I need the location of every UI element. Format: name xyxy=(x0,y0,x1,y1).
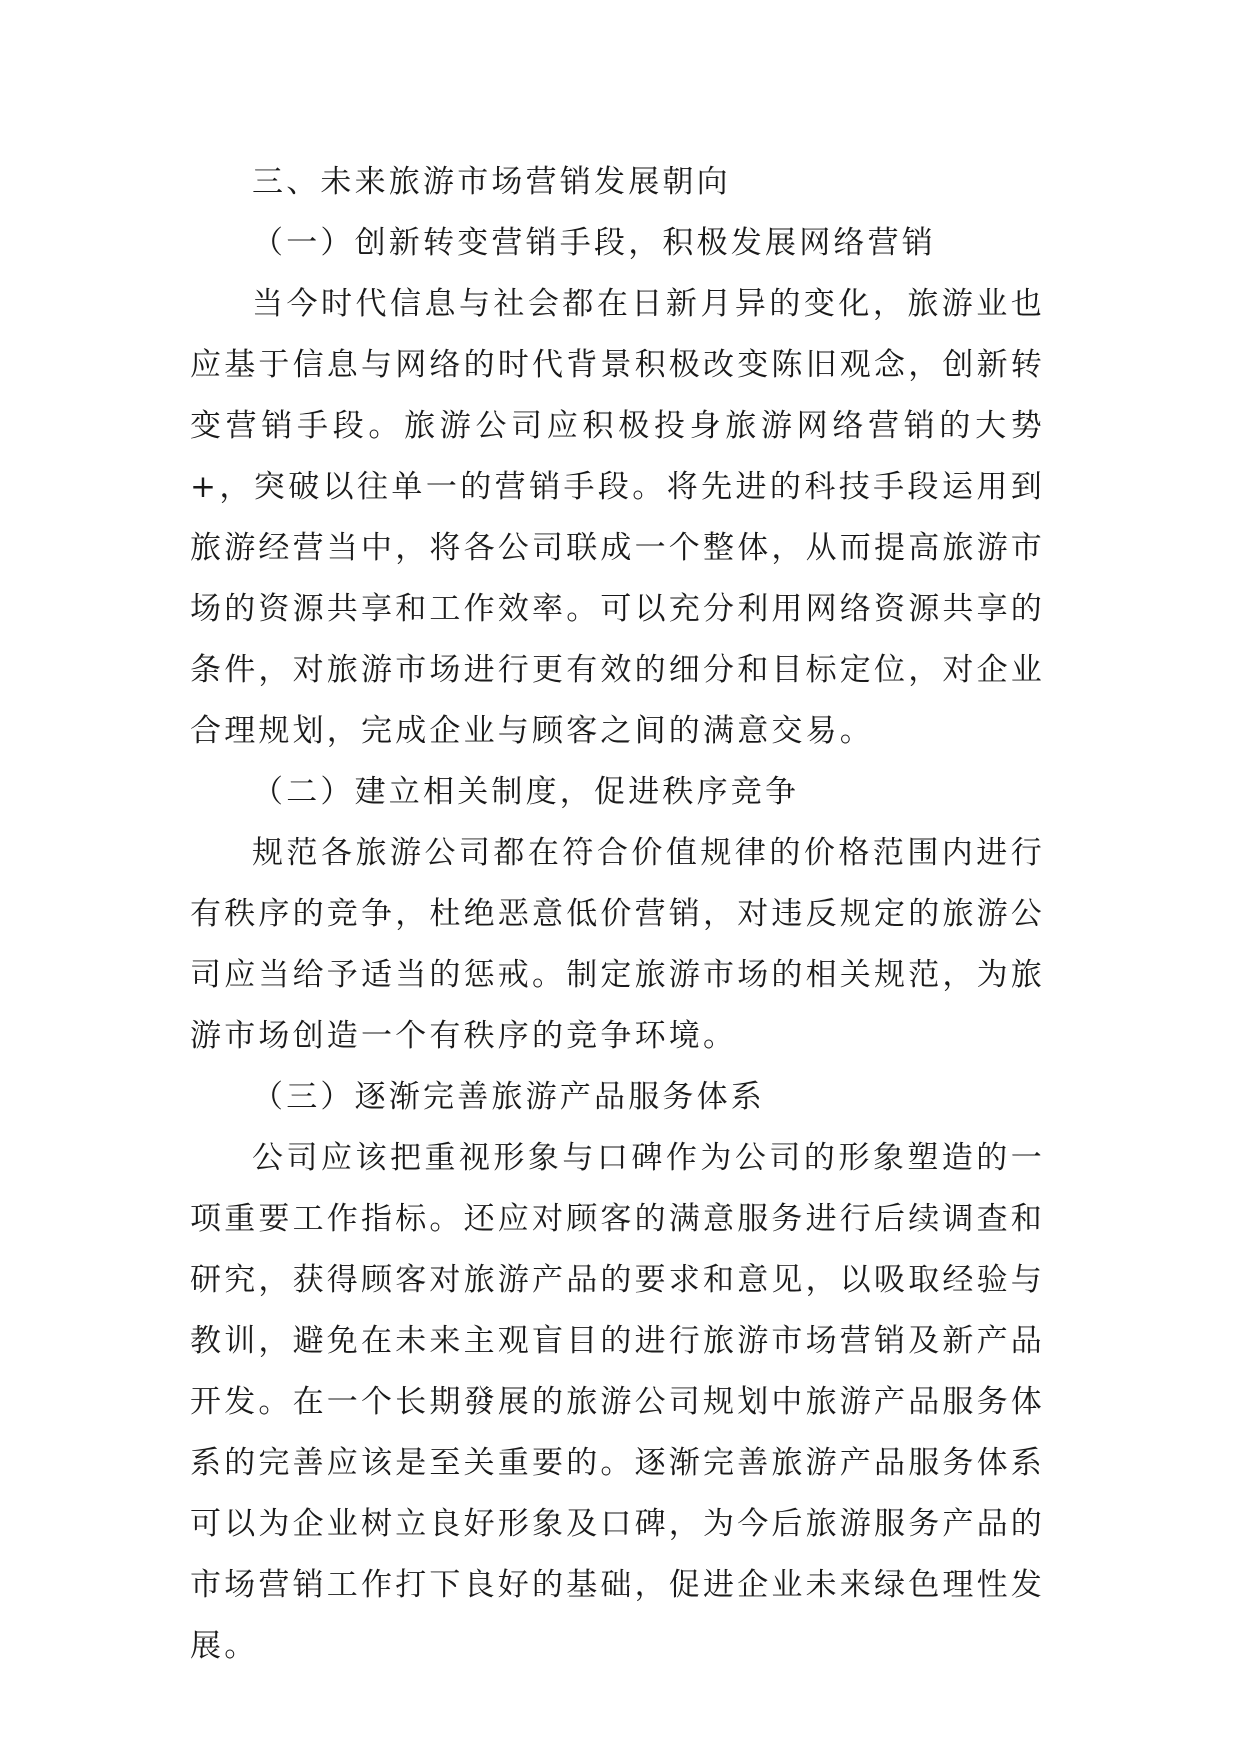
subsection-heading-3: （三）逐渐完善旅游产品服务体系 xyxy=(252,1079,765,1115)
document-body xyxy=(190,152,1045,1677)
paragraph-3: 公司应该把重视形象与口碑作为公司的形象塑造的一项重要工作指标。还应对顾客的满意服务进行后续调查和研究，获得顾客对旅游产品的要求和意见，以吸取经验与教训，避免在未来主观盲目的进行旅游市场营销及新产品开发。在一个长期發展的旅游公司规划中旅游产品服务体系的完善应该是至关重要的。逐渐完善旅游产品服务体系可以为企业树立良好形象及口碑，为今后旅游服务产品的市场营销工作打下良好的基础，促进企业未来绿色理性发展。 xyxy=(190,1140,1045,1664)
subsection-heading-1: （一）创新转变营销手段，积极发展网络营销 xyxy=(252,225,936,261)
paragraph-2: 规范各旅游公司都在符合价值规律的价格范围内进行有秩序的竞争，杜绝恶意低价营销，对违反规定的旅游公司应当给予适当的惩戒。制定旅游市场的相关规范，为旅游市场创造一个有秩序的竞争环境。 xyxy=(190,835,1045,1054)
subsection-heading-2: （二）建立相关制度，促进秩序竞争 xyxy=(252,774,800,810)
section-heading: 三、未来旅游市场营销发展朝向 xyxy=(252,164,731,200)
paragraph-1: 当今时代信息与社会都在日新月异的变化，旅游业也应基于信息与网络的时代背景积极改变陈旧观念，创新转变营销手段。旅游公司应积极投身旅游网络营销的大势+，突破以往单一的营销手段。将先进的科技手段运用到旅游经营当中，将各公司联成一个整体，从而提高旅游市场的资源共享和工作效率。可以充分利用网络资源共享的条件，对旅游市场进行更有效的细分和目标定位，对企业合理规划，完成企业与顾客之间的满意交易。 xyxy=(190,286,1045,749)
